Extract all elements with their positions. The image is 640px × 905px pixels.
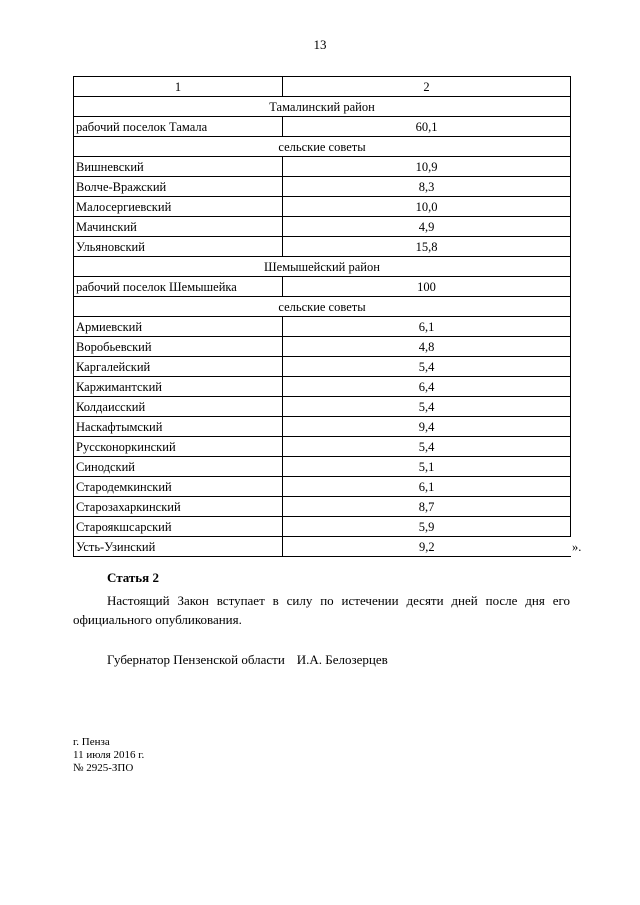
municipality-name: Мачинский: [74, 217, 283, 237]
norm-value: 6,1: [283, 477, 571, 497]
table-row: [74, 337, 571, 357]
norm-value: 6,1: [283, 317, 571, 337]
municipality-name: Каргалейский: [74, 357, 283, 377]
norm-value: 5,4: [283, 437, 571, 457]
norm-value: 5,4: [283, 357, 571, 377]
allocation-table: [73, 76, 571, 557]
norm-value: 4,8: [283, 337, 571, 357]
norm-value: 5,9: [283, 517, 571, 537]
table-row: [74, 517, 571, 537]
table-section-row: [74, 257, 571, 277]
norm-value: 8,7: [283, 497, 571, 517]
municipality-name: Усть-Узинский: [74, 537, 283, 557]
table-row: [74, 317, 571, 337]
table-row: [74, 217, 571, 237]
table-row: [74, 497, 571, 517]
table-row: [74, 397, 571, 417]
signature-position: Губернатор Пензенской области: [107, 652, 285, 667]
table-section-row: [74, 97, 571, 117]
signature-line: [107, 652, 388, 668]
table-row: [74, 537, 571, 557]
norm-value: 15,8: [283, 237, 571, 257]
document-footer: [73, 736, 144, 775]
footer-date: 11 июля 2016 г.: [73, 749, 145, 761]
municipality-name: Армиевский: [74, 317, 283, 337]
municipality-name: рабочий поселок Шемышейка: [74, 277, 283, 297]
municipality-name: Ульяновский: [74, 237, 283, 257]
municipality-name: рабочий поселок Тамала: [74, 117, 283, 137]
column-header-1: 1: [74, 77, 283, 97]
footer-number: № 2925-ЗПО: [73, 762, 134, 774]
closing-quote: ».: [572, 540, 582, 554]
norm-value: 8,3: [283, 177, 571, 197]
norm-value: 10,9: [283, 157, 571, 177]
column-header-2: 2: [283, 77, 571, 97]
table-row: [74, 277, 571, 297]
table-row: [74, 357, 571, 377]
municipality-name: Воробьевский: [74, 337, 283, 357]
norm-value: 6,4: [283, 377, 571, 397]
table-row: [74, 477, 571, 497]
norm-value: 5,1: [283, 457, 571, 477]
municipality-name: Наскафтымский: [74, 417, 283, 437]
table-row: [74, 197, 571, 217]
norm-value: 60,1: [283, 117, 571, 137]
table-row: [74, 437, 571, 457]
municipality-name: Староякшсарский: [74, 517, 283, 537]
municipality-name: Синодский: [74, 457, 283, 477]
section-label: сельские советы: [74, 297, 571, 317]
municipality-name: Волче-Вражский: [74, 177, 283, 197]
table-body: [74, 97, 571, 557]
table-row: [74, 457, 571, 477]
norm-value: 9,4: [283, 417, 571, 437]
municipality-name: Старозахаркинский: [74, 497, 283, 517]
article-text: Настоящий Закон вступает в силу по истечении десяти дней после дня его официального опубликования.: [73, 593, 570, 627]
footer-city: г. Пенза: [73, 736, 110, 748]
municipality-name: Стародемкинский: [74, 477, 283, 497]
table-section-row: [74, 137, 571, 157]
municipality-name: Малосергиевский: [74, 197, 283, 217]
norm-value: 10,0: [283, 197, 571, 217]
norm-value: 5,4: [283, 397, 571, 417]
table-row: [74, 157, 571, 177]
table-header-row: [74, 77, 571, 97]
page-number: 13: [313, 37, 327, 52]
norm-value: 100: [283, 277, 571, 297]
norm-value: 9,2: [283, 537, 571, 557]
table-row: [74, 377, 571, 397]
table-row: [74, 117, 571, 137]
signature-name: И.А. Белозерцев: [296, 652, 388, 667]
municipality-name: Колдаисский: [74, 397, 283, 417]
table-row: [74, 177, 571, 197]
municipality-name: Вишневский: [74, 157, 283, 177]
municipality-name: Руссконоркинский: [74, 437, 283, 457]
section-label: Шемышейский район: [74, 257, 571, 277]
table-row: [74, 237, 571, 257]
norm-value: 4,9: [283, 217, 571, 237]
article-title: Статья 2: [107, 570, 159, 585]
table-section-row: [74, 297, 571, 317]
table-row: [74, 417, 571, 437]
section-label: Тамалинский район: [74, 97, 571, 117]
section-label: сельские советы: [74, 137, 571, 157]
municipality-name: Каржимантский: [74, 377, 283, 397]
